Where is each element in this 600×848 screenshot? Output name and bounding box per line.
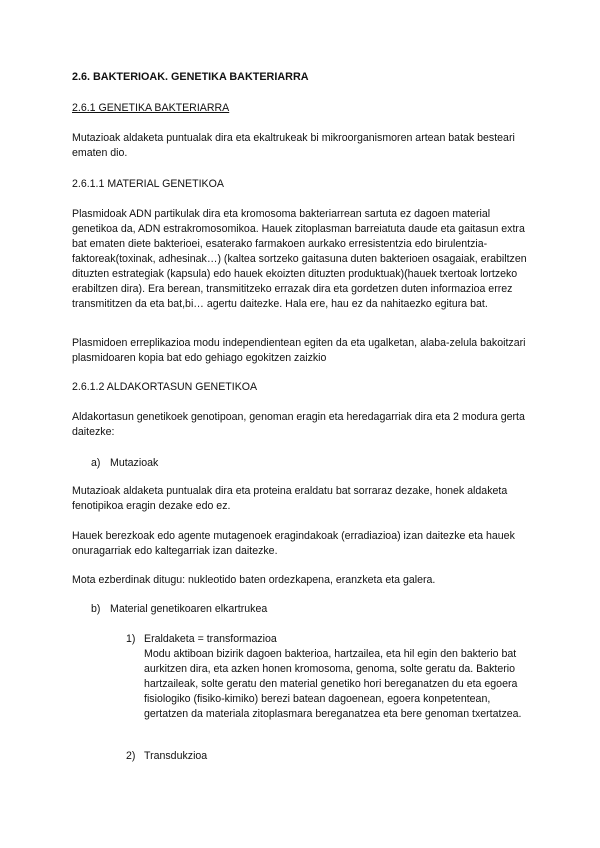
paragraph-plasmid: Plasmidoak ADN partikulak dira eta kromosoma bakteriarrean sartuta ez dagoen material genetikoa da, ADN estrakromosomikoa. Hauek zitoplasman barreiatuta daude eta gaitasun extra bat ematen diete bakterioei, esaterako farmakoen aurkako erresistentzia edo birulentzia-faktoreak(toxinak, adhesinak…) (kaltea sortzeko gaitasuna duten bakterioen osagaiak, erabiltzen dituzten estrategiak (kapsula) edo hauek ekoizten dituzten produktuak)(hauek txertoak lortzeko erabiltzen dira). Era berean, transmititzeko errazak dira eta gordetzen duten informazioa errez transmititzen da eta bat,bi… agertu daitezke. Hala ere, hau ez da nahitaezko egitura bat.	[72, 208, 527, 310]
section-heading-material: 2.6.1.1 MATERIAL GENETIKOA	[72, 178, 224, 190]
sublist-item-transduction: Transdukzioa	[144, 750, 208, 762]
sublist-marker-2: 2)	[126, 750, 136, 762]
paragraph-transformation: Modu aktiboan bizirik dagoen bakterioa, hartzailea, eta hil egin den bakterio bat aurkitzen dira, eta azken honen kromosoma, genoma, solte geratu da. Bakterio hartzaileak, solte geratu den material genetiko hori bereganatzen du eta egoera fisiologiko (fisiko-kimiko) berezi batean dagoenean, egoera konpetentean, gertatzen da materiala zitoplasmara bereganatzea eta bere genoman txertatzea.	[144, 648, 522, 720]
paragraph-variability: Aldakortasun genetikoek genotipoan, genoman eragin eta heredagarriak dira eta 2 modura gerta daitezke:	[72, 411, 525, 438]
paragraph-mutation-2: Hauek berezkoak edo agente mutagenoek eragindakoak (erradiazioa) izan daitezke eta hauek onuragarriak edo kaltegarriak izan daitezke.	[72, 530, 515, 557]
paragraph-intro: Mutazioak aldaketa puntualak dira eta ekaltrukeak bi mikroorganismoren artean batak besteari ematen dio.	[72, 132, 515, 159]
paragraph-replication: Plasmidoen erreplikazioa modu independientean egiten da eta ugalketan, alaba-zelula bakoitzari plasmidoaren kopia bat edo gehiago egokitzen zaizkio	[72, 337, 526, 364]
list-marker-a: a)	[91, 457, 101, 469]
paragraph-mutation-3: Mota ezberdinak ditugu: nukleotido baten ordezkapena, eranzketa eta galera.	[72, 574, 436, 586]
paragraph-mutation-1: Mutazioak aldaketa puntualak dira eta proteina eraldatu bat sorraraz dezake, honek aldaketa fenotipikoa eragin dezake edo ez.	[72, 485, 508, 512]
list-item-material-exchange: Material genetikoaren elkartrukea	[110, 603, 268, 615]
sublist-marker-1: 1)	[126, 633, 136, 645]
section-heading-genetika: 2.6.1 GENETIKA BAKTERIARRA	[72, 102, 230, 114]
list-marker-b: b)	[91, 603, 101, 615]
document-title: 2.6. BAKTERIOAK. GENETIKA BAKTERIARRA	[72, 71, 309, 83]
section-heading-variability: 2.6.1.2 ALDAKORTASUN GENETIKOA	[72, 381, 258, 393]
list-item-mutazioak: Mutazioak	[110, 457, 159, 469]
sublist-item-transformation: Eraldaketa = transformazioa	[144, 633, 277, 645]
